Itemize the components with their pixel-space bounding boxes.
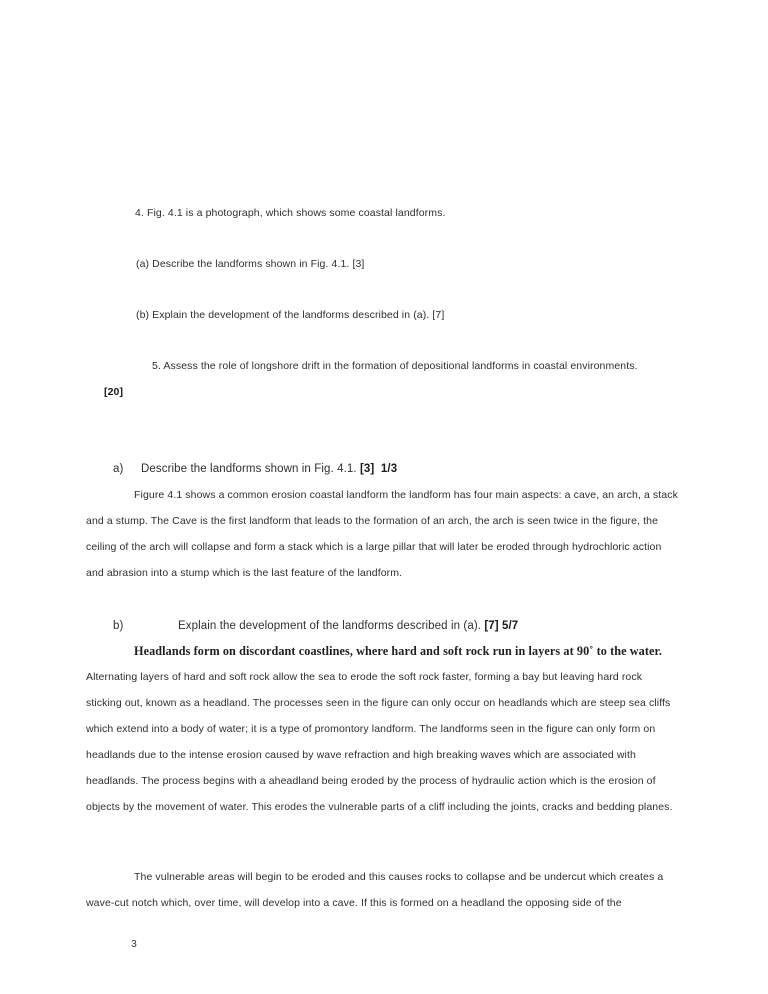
answer-a-marks: [3] (359, 463, 375, 475)
answer-b-highlighted-sentence: Headlands form on discordant coastlines, where hard and soft rock run in layers at 90˚ to the water. (134, 644, 663, 658)
question-5-prompt: 5. Assess the role of longshore drift in the formation of depositional landforms in coastal environments. (152, 360, 638, 372)
answer-a-marker: a) (113, 463, 124, 475)
answer-b-marker: b) (113, 620, 124, 632)
answer-b-heading (178, 613, 518, 639)
answer-a-score: 1/3 (380, 463, 398, 475)
question-5-marks: [20] (104, 386, 124, 398)
answer-b-score: 5/7 (502, 620, 519, 632)
answer-a-body: Figure 4.1 shows a common erosion coastal landform the landform has four main aspects: a cave, an arch, a stack and a stump. The Cave is the first landform that leads to the formation of an arch, the arch is seen twice in the figure, the ceiling of the arch will collapse and form a stack which is a large pillar that will later be eroded through hydrochloric action and abrasion into a stump which is the last feature of the landform. (86, 489, 678, 579)
answer-a-heading (141, 456, 397, 482)
answer-b-body-continued: The vulnerable areas will begin to be eroded and this causes rocks to collapse and be undercut which creates a wave-cut notch which, over time, will develop into a cave. If this is formed on a headland the opposing side of the (86, 871, 664, 909)
page-number: 3 (131, 938, 137, 950)
answer-b-body: Alternating layers of hard and soft rock allow the sea to erode the soft rock faster, forming a bay but leaving hard rock sticking out, known as a headland. The processes seen in the figure can only occur on headlands which are steep sea cliffs which extend into a body of water; it is a type of promontory landform. The landforms seen in the figure can only form on headlands due to the intense erosion caused by wave refraction and high breaking waves which are associated with headlands. The process begins with a aheadland being eroded by the process of hydraulic action which is the erosion of objects by the movement of water. This erodes the vulnerable parts of a cliff including the joints, cracks and bedding planes. (86, 671, 673, 813)
question-4a-prompt: (a) Describe the landforms shown in Fig. 4.1. [3] (136, 258, 365, 270)
question-4-stem: 4. Fig. 4.1 is a photograph, which shows some coastal landforms. (135, 207, 446, 219)
answer-b-heading-text: Explain the development of the landforms described in (a). (178, 620, 482, 632)
answer-a-heading-text: Describe the landforms shown in Fig. 4.1. (141, 463, 357, 475)
question-4b-prompt: (b) Explain the development of the landforms described in (a). [7] (136, 309, 445, 321)
answer-b-marks: [7] (484, 620, 499, 632)
